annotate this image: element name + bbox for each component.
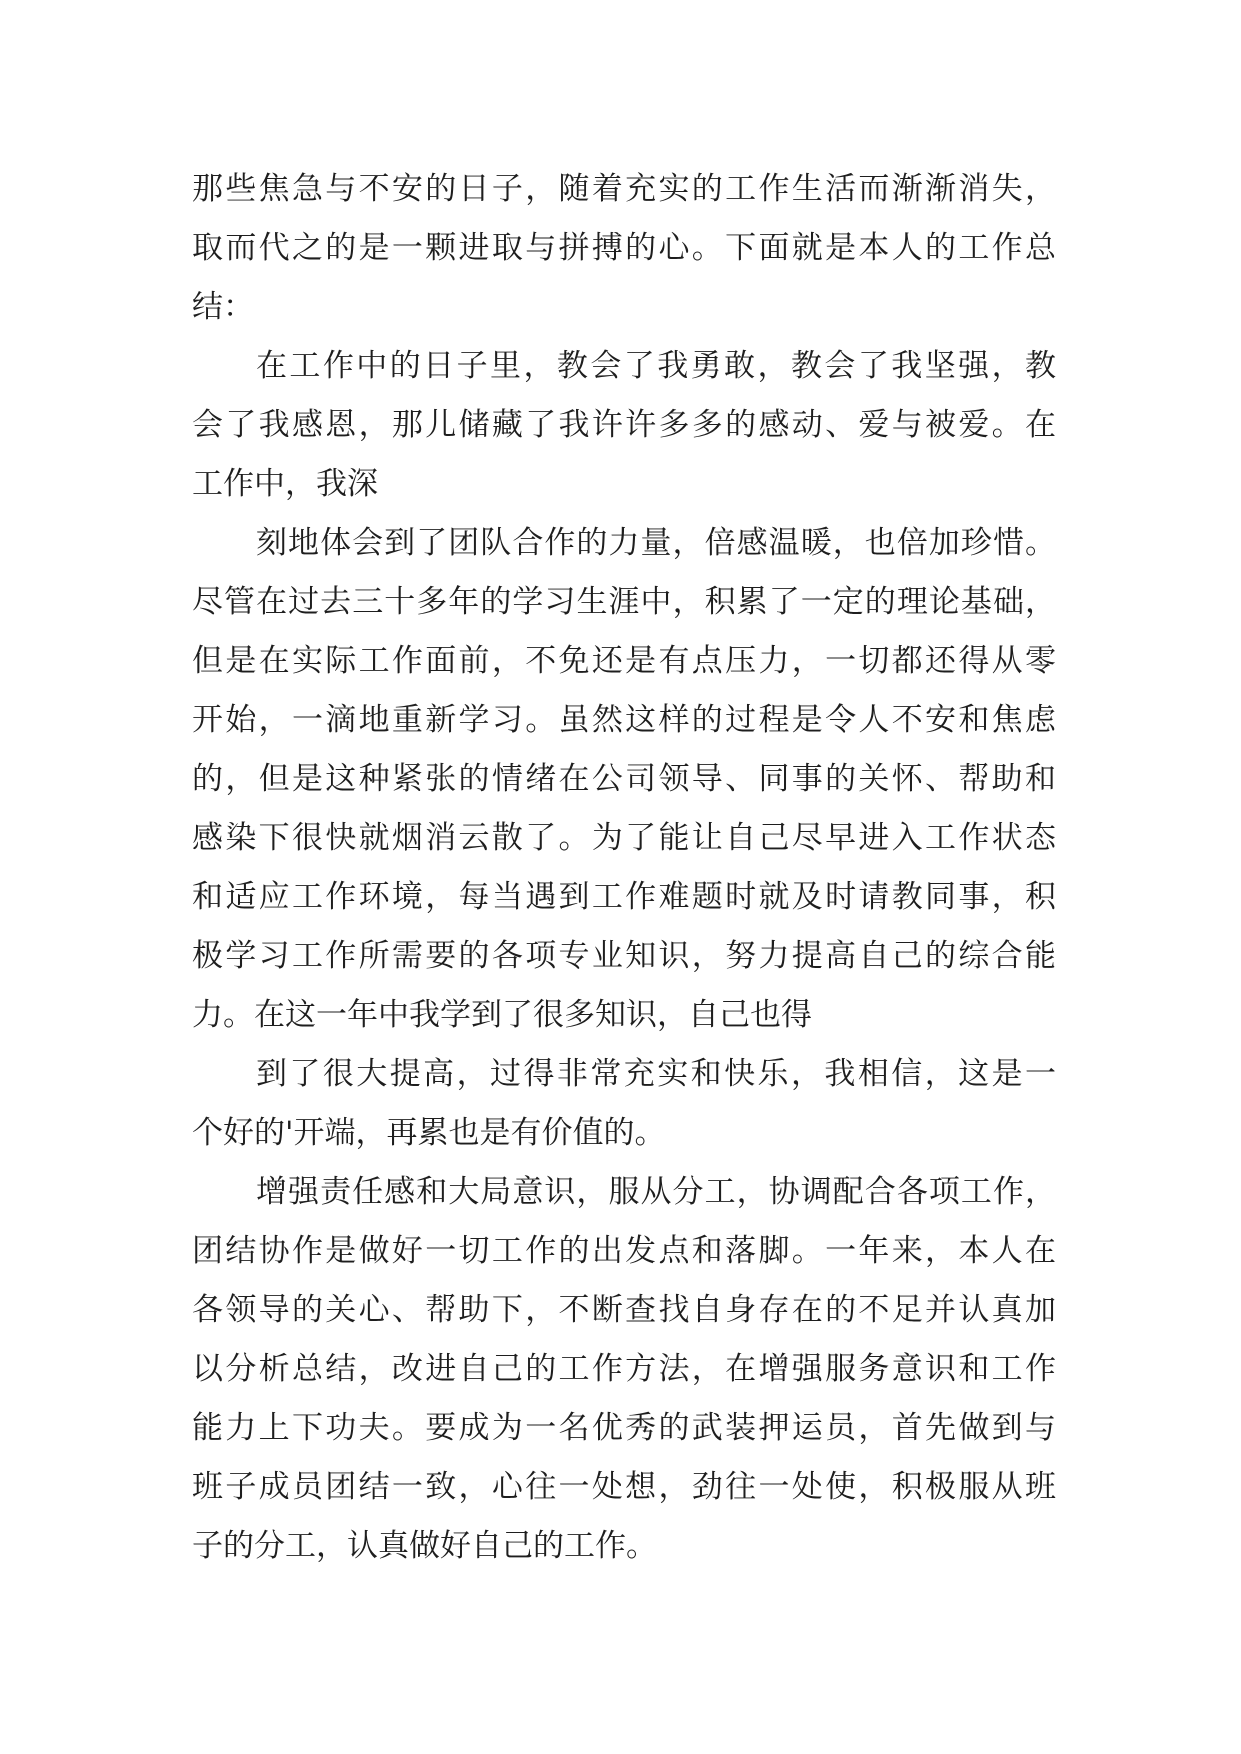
text-line: 和适应工作环境，每当遇到工作难题时就及时请教同事，积 <box>192 879 1056 915</box>
text-line: 感染下很快就烟消云散了。为了能让自己尽早进入工作状态 <box>192 820 1056 856</box>
text-line: 但是在实际工作面前，不免还是有点压力，一切都还得从零 <box>192 643 1056 679</box>
text-line: 取而代之的是一颗进取与拼搏的心。下面就是本人的工作总 <box>192 230 1056 266</box>
text-line: 团结协作是做好一切工作的出发点和落脚。一年来，本人在 <box>192 1233 1056 1269</box>
text-line: 子的分工，认真做好自己的工作。 <box>192 1528 657 1564</box>
text-line: 的，但是这种紧张的情绪在公司领导、同事的关怀、帮助和 <box>192 761 1056 797</box>
text-line: 极学习工作所需要的各项专业知识，努力提高自己的综合能 <box>192 938 1056 974</box>
text-line: 到了很大提高，过得非常充实和快乐，我相信，这是一 <box>256 1056 1056 1092</box>
text-line: 结： <box>192 289 254 325</box>
text-line: 增强责任感和大局意识，服从分工，协调配合各项工作， <box>256 1174 1056 1210</box>
text-line: 那些焦急与不安的日子，随着充实的工作生活而渐渐消失， <box>192 171 1056 207</box>
text-line: 各领导的关心、帮助下，不断查找自身存在的不足并认真加 <box>192 1292 1056 1328</box>
text-line: 会了我感恩，那儿储藏了我许许多多的感动、爱与被爱。在 <box>192 407 1056 443</box>
text-line: 以分析总结，改进自己的工作方法，在增强服务意识和工作 <box>192 1351 1056 1387</box>
text-line: 刻地体会到了团队合作的力量，倍感温暖，也倍加珍惜。 <box>256 525 1056 561</box>
text-line: 在工作中的日子里，教会了我勇敢，教会了我坚强，教 <box>256 348 1056 384</box>
text-line: 个好的'开端，再累也是有价值的。 <box>192 1115 666 1151</box>
text-line: 工作中，我深 <box>192 466 378 502</box>
text-line: 尽管在过去三十多年的学习生涯中，积累了一定的理论基础， <box>192 584 1056 620</box>
text-line: 班子成员团结一致，心往一处想，劲往一处使，积极服从班 <box>192 1469 1056 1505</box>
body-text <box>192 160 1056 1576</box>
text-line: 力。在这一年中我学到了很多知识，自己也得 <box>192 997 812 1033</box>
text-line: 开始，一滴地重新学习。虽然这样的过程是令人不安和焦虑 <box>192 702 1056 738</box>
text-line: 能力上下功夫。要成为一名优秀的武装押运员，首先做到与 <box>192 1410 1056 1446</box>
